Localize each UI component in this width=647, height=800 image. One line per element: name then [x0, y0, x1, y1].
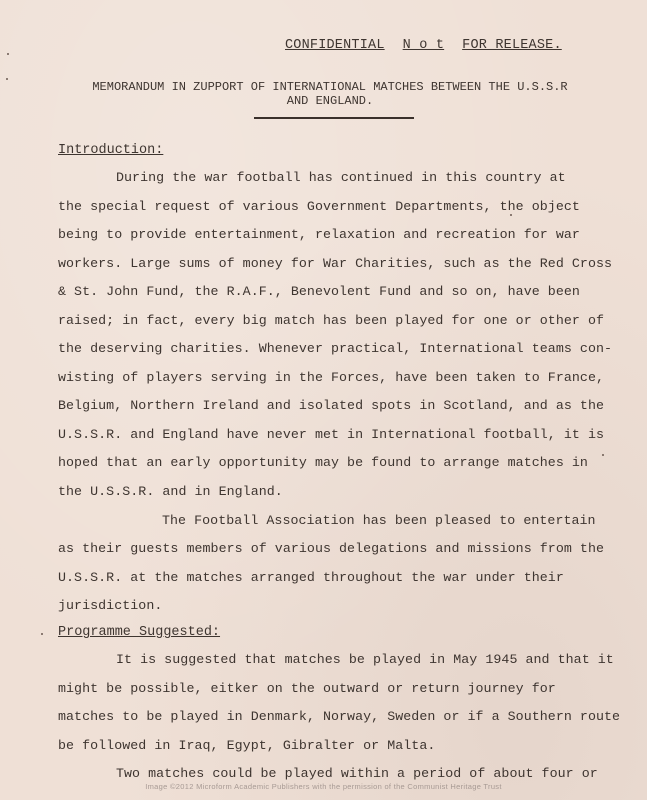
text-line: be followed in Iraq, Egypt, Gibralter or Malta. — [58, 738, 436, 753]
text-line: the U.S.S.R. and in England. — [58, 484, 283, 499]
paper-speck — [510, 214, 512, 216]
text-line: wisting of players serving in the Forces, have been taken to France, — [58, 370, 605, 385]
paper-speck — [41, 633, 43, 635]
confidential-label: CONFIDENTIAL — [285, 38, 385, 53]
text-line: as their guests members of various delegations and missions from the — [58, 541, 605, 556]
title-rule — [254, 117, 414, 119]
text-line: During the war football has continued in this country at — [116, 170, 566, 185]
text-line: & St. John Fund, the R.A.F., Benevolent Fund and so on, have been — [58, 284, 580, 299]
text-line: might be possible, eitker on the outward or return journey for — [58, 681, 556, 696]
text-line: U.S.S.R. and England have never met in International football, it is — [58, 427, 605, 442]
paper-speck — [602, 454, 604, 456]
memorandum-title: MEMORANDUM IN ZUPPORT OF INTERNATIONAL MATCHES BETWEEN THE U.S.S.R AND ENGLAND. — [92, 80, 568, 108]
text-line: hoped that an early opportunity may be found to arrange matches in — [58, 455, 588, 470]
confidential-header — [285, 38, 562, 53]
programme-heading: Programme Suggested: — [58, 625, 221, 640]
text-line: Two matches could be played within a period of about four or — [116, 766, 598, 781]
paper-speck — [7, 53, 9, 55]
text-line: jurisdiction. — [58, 598, 163, 613]
introduction-heading: Introduction: — [58, 143, 164, 158]
text-line: U.S.S.R. at the matches arranged throughout the war under their — [58, 570, 564, 585]
copyright-footer: Image ©2012 Microform Academic Publishers with the permission of the Communist Heritage Trust — [145, 782, 502, 791]
text-line: matches to be played in Denmark, Norway, Sweden or if a Southern route — [58, 709, 621, 724]
text-line: the deserving charities. Whenever practical, International teams con- — [58, 341, 613, 356]
text-line: the special request of various Government Departments, the object — [58, 199, 580, 214]
text-line: The Football Association has been pleased to entertain — [162, 513, 596, 528]
text-line: Belgium, Northern Ireland and isolated spots in Scotland, and as the — [58, 398, 605, 413]
text-line: workers. Large sums of money for War Charities, such as the Red Cross — [58, 256, 613, 271]
text-line: raised; in fact, every big match has been played for one or other of — [58, 313, 605, 328]
paper-speck — [6, 78, 8, 80]
text-line: It is suggested that matches be played in May 1945 and that it — [116, 652, 614, 667]
not-label: N o t — [402, 38, 445, 53]
text-line: being to provide entertainment, relaxation and recreation for war — [58, 227, 580, 242]
for-release-label: FOR RELEASE. — [462, 38, 562, 53]
